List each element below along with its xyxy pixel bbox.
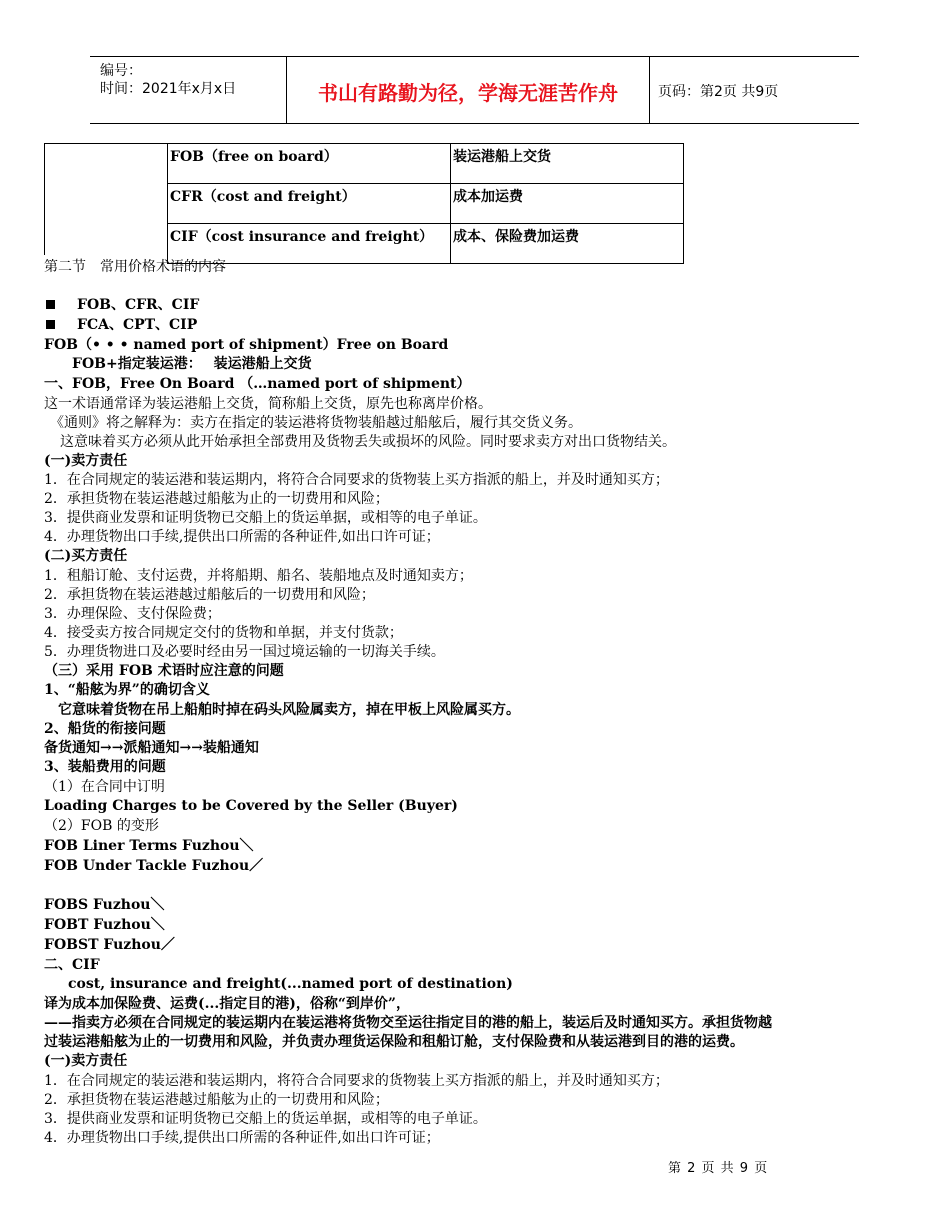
list-item: 4．接受卖方按合同规定交付的货物和单据，并支付货款； (44, 625, 403, 641)
meaning-cell: 装运港船上交货 (451, 144, 684, 184)
text-line: FOBST Fuzhou／ (44, 937, 175, 953)
list-item: 3．提供商业发票和证明货物已交船上的货运单据，或相等的电子单证。 (44, 510, 487, 526)
text-line: 这意味着买方必须从此开始承担全部费用及货物丢失或损坏的风险。同时要求卖方对出口货物结关。 (60, 434, 676, 450)
term-cell: CFR（cost and freight） (168, 184, 451, 224)
square-bullet-icon (46, 320, 55, 329)
doc-code-label: 编号： (100, 63, 142, 79)
text-line: FOB Liner Terms Fuzhou＼ (44, 838, 254, 854)
subsection-heading: 1、“船舷为界”的确切含义 (44, 682, 210, 698)
list-item: 1．租船订舱、支付运费，并将船期、船名、装船地点及时通知卖方； (44, 568, 473, 584)
subsection-heading: （三）采用 FOB 术语时应注意的问题 (44, 663, 284, 679)
price-terms-table (167, 143, 684, 264)
subsection-heading: (一)卖方责任 (44, 453, 128, 469)
term-cell: CIF（cost insurance and freight） (168, 224, 451, 264)
doc-date-label: 时间：2021年x月x日 (100, 81, 237, 97)
table-row (168, 144, 684, 184)
subsection-heading: 3、装船费用的问题 (44, 759, 166, 775)
text-line: （1）在合同中订明 (44, 779, 165, 795)
header-page-cell (650, 57, 859, 123)
subsection-heading: (二)买方责任 (44, 548, 128, 564)
header-motto-cell (287, 57, 650, 123)
text-line: 《通则》将之解释为：卖方在指定的装运港将货物装船越过船舷后，履行其交货义务。 (50, 415, 582, 431)
list-item: 1．在合同规定的装运港和装运期内，将符合合同要求的货物装上买方指派的船上，并及时通知买方； (44, 1073, 669, 1089)
list-item: 2．承担货物在装运港越过船舷为止的一切费用和风险； (44, 491, 389, 507)
text-line: FOB（• • • named port of shipment）Free on Board (44, 337, 449, 353)
text-line: ——指卖方必须在合同规定的装运期内在装运港将货物交至运往指定目的港的船上，装运后及时通知买方。承担货物越 (44, 1015, 772, 1031)
table-row (168, 184, 684, 224)
subsection-heading: 二、CIF (44, 957, 100, 973)
meaning-cell: 成本、保险费加运费 (451, 224, 684, 264)
text-line: 备货通知→→派船通知→→装船通知 (44, 740, 259, 756)
subsection-heading: (一)卖方责任 (44, 1053, 128, 1069)
text-line: 这一术语通常译为装运港船上交货，简称船上交货，原先也称离岸价格。 (44, 396, 492, 412)
square-bullet-icon (46, 300, 55, 309)
list-item: 1．在合同规定的装运港和装运期内，将符合合同要求的货物装上买方指派的船上，并及时通知买方； (44, 472, 669, 488)
list-item: 2．承担货物在装运港越过船舷后的一切费用和风险； (44, 587, 375, 603)
text-line: FOB+指定装运港： 装运港船上交货 (72, 356, 312, 372)
list-item: 5．办理货物进口及必要时经由另一国过境运输的一切海关手续。 (44, 644, 445, 660)
table-row (168, 224, 684, 264)
subsection-heading: 2、船货的衔接问题 (44, 721, 166, 737)
text-line: cost, insurance and freight(...named port of destination) (68, 976, 513, 992)
list-item: 4．办理货物出口手续,提供出口所需的各种证件,如出口许可证； (44, 529, 440, 545)
table-left-border (44, 143, 45, 255)
bullet-item (44, 296, 199, 315)
page-info: 页码：第2页 共9页 (658, 84, 779, 100)
bullet-text: FCA、CPT、CIP (77, 317, 198, 333)
subsection-heading: 一、FOB，Free On Board （…named port of shipment） (44, 376, 471, 392)
text-line: FOBS Fuzhou＼ (44, 897, 165, 913)
list-item: 2．承担货物在装运港越过船舷为止的一切费用和风险； (44, 1092, 389, 1108)
list-item: 3．办理保险、支付保险费； (44, 606, 221, 622)
page-footer: 第 2 页 共 9 页 (668, 1161, 769, 1176)
text-line: 译为成本加保险费、运费(...指定目的港)，俗称“到岸价”， (44, 996, 410, 1012)
bullet-item (44, 316, 197, 335)
text-line: 它意味着货物在吊上船舶时掉在码头风险属卖方，掉在甲板上风险属买方。 (58, 702, 520, 718)
bullet-text: FOB、CFR、CIF (77, 297, 200, 313)
text-line: FOBT Fuzhou＼ (44, 917, 165, 933)
meaning-cell: 成本加运费 (451, 184, 684, 224)
header-meta-cell (90, 57, 287, 123)
page-header (90, 56, 859, 124)
term-cell: FOB（free on board） (168, 144, 451, 184)
list-item: 4．办理货物出口手续,提供出口所需的各种证件,如出口许可证； (44, 1130, 440, 1146)
text-line: FOB Under Tackle Fuzhou／ (44, 858, 264, 874)
list-item: 3．提供商业发票和证明货物已交船上的货运单据，或相等的电子单证。 (44, 1111, 487, 1127)
text-line: 过装运港船舷为止的一切费用和风险，并负责办理货运保险和租船订舱，支付保险费和从装运港到目的港的运费。 (44, 1034, 744, 1050)
text-line: Loading Charges to be Covered by the Seller (Buyer) (44, 798, 458, 814)
table-top-border (44, 143, 168, 144)
motto: 书山有路勤为径，学海无涯苦作舟 (318, 81, 618, 105)
text-line: （2）FOB 的变形 (44, 818, 159, 834)
section-heading: 第二节 常用价格术语的内容 (44, 259, 226, 275)
